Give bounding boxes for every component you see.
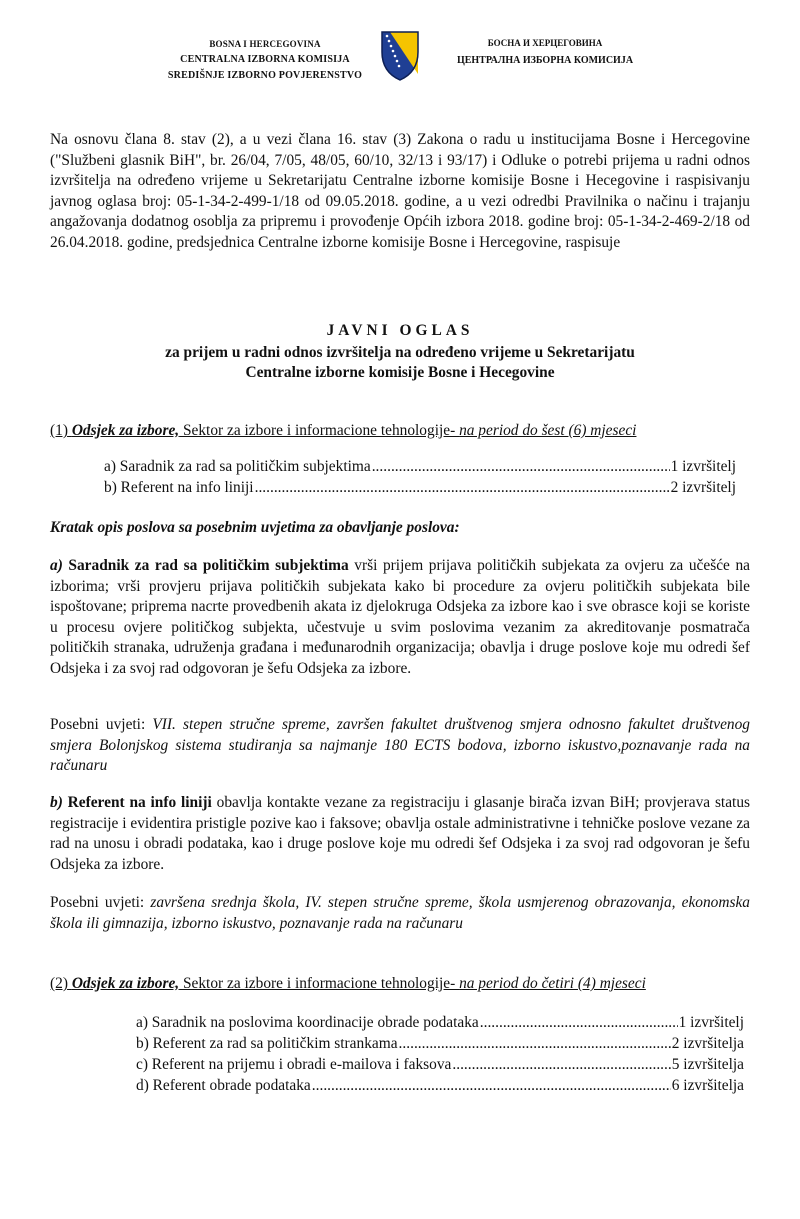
description-a xyxy=(50,556,750,679)
leader-dots xyxy=(312,1075,671,1096)
description-a-text: vrši prijem prijava političkih subjekata za ovjeru za učešće na izborima; vrši provjeru prijava političkih subjekata kako bi procedure za ovjeru političkih subjekata bile ispoštovane; priprema nacrte provedbenih akata iz djelokruga Odsjeka za izbore kao i sve obrasce koji se koriste u procesu ovjere političkog subjekta, učestvuje u svim poslovima vezanim za akreditovanje posmatrača političkih stranaka, udruženja građana i međunarodnih organizacija; obavlja i druge poslove koje mu odredi šef Odsjeka i za svoj rad odgovoran je šefu Odsjeka za izbore. xyxy=(50,557,750,677)
letterhead-commission-croatian: SREDIŠNJE IZBORNO POVJERENSTVO xyxy=(167,70,363,81)
description-b-text: obavlja kontakte vezane za registraciju i glasanje birača izvan BiH; provjerava status registracije i evidentira pristigle pozive kao i faksove; obavlja ostale administrativne i tehničke poslove vezane za rad na unosu i obradi podataka, kao i druge poslove koje mu odredi šef Odsjeka i za svoj rad odgovoran je šefu Odsjeka za izbore. xyxy=(50,794,750,873)
leader-dots xyxy=(480,1012,678,1033)
position-row xyxy=(104,477,736,498)
letterhead-cyrillic xyxy=(425,36,665,72)
position-row xyxy=(136,1033,744,1054)
leader-dots xyxy=(452,1054,670,1075)
position-row xyxy=(136,1054,744,1075)
description-a-letter: a) xyxy=(50,557,63,574)
conditions-a-text: VII. stepen stručne spreme, završen fakultet društvenog smjera odnosno fakultet društvenog smjera Bolonjskog sistema studiranja sa najmanje 180 ECTS bodova, izborno iskustvo,poznavanje rada na računaru xyxy=(50,716,750,774)
conditions-a xyxy=(50,715,750,777)
leader-dots xyxy=(372,456,670,477)
announcement-subtitle-line1: za prijem u radni odnos izvršitelja na određeno vrijeme u Sekretarijatu xyxy=(165,344,635,361)
letterhead-commission-latin: CENTRALNA IZBORNA KOMISIJA xyxy=(180,54,350,65)
conditions-b xyxy=(50,893,750,934)
position-label: b) Referent na info liniji xyxy=(104,479,254,496)
conditions-b-text: završena srednja škola, IV. stepen stručne spreme, škola usmjerenog obrazovanja, ekonomska škola ili gimnazija, izborno iskustvo, poznavanje rada na računaru xyxy=(50,894,750,932)
position-count: 1 izvršitelj xyxy=(670,458,736,475)
description-b-letter: b) xyxy=(50,794,63,811)
position-label: b) Referent za rad sa političkim strankama xyxy=(136,1035,398,1052)
position-label: c) Referent na prijemu i obradi e-mailova i faksova xyxy=(136,1056,452,1073)
section2-odsjek: Odsjek za izbore, xyxy=(71,975,180,992)
announcement-title: JAVNI OGLAS xyxy=(326,322,474,339)
job-description-heading: Kratak opis poslova sa posebnim uvjetima za obavljanje poslova: xyxy=(50,519,460,536)
section1-number: (1) xyxy=(50,422,68,439)
section1-heading xyxy=(50,421,750,441)
section2-sektor: Sektor za izbore i informacione tehnologije- xyxy=(179,975,460,992)
position-row xyxy=(136,1075,744,1096)
letterhead-country-cyrillic: БОСНА И ХЕРЦЕГОВИНА xyxy=(487,38,603,48)
position-count: 1 izvršitelj xyxy=(678,1014,744,1031)
leader-dots xyxy=(399,1033,671,1054)
conditions-b-label: Posebni uvjeti: xyxy=(50,894,151,911)
position-label: d) Referent obrade podataka xyxy=(136,1077,311,1094)
section1-sektor: Sektor za izbore i informacione tehnologije- xyxy=(179,422,460,439)
letterhead-commission-cyrillic: ЦЕНТРАЛНА ИЗБОРНА КОМИСИЈА xyxy=(456,55,634,66)
section2-period: na period do četiri (4) mjeseci xyxy=(459,975,646,992)
section1-period: na period do šest (6) mjeseci xyxy=(459,422,637,439)
bih-coat-of-arms-icon xyxy=(380,30,420,82)
position-row xyxy=(104,456,736,477)
description-b xyxy=(50,793,750,875)
announcement-subtitle-line2: Centralne izborne komisije Bosne i Hecegovine xyxy=(245,364,555,381)
letterhead-country-latin: BOSNA I HERCEGOVINA xyxy=(209,39,321,49)
position-count: 6 izvršitelja xyxy=(671,1077,744,1094)
intro-paragraph: Na osnovu člana 8. stav (2), a u vezi člana 16. stav (3) Zakona o radu u institucijama Bosne i Hercegovine ("Službeni glasnik BiH", br. 26/04, 7/05, 48/05, 60/10, 32/13 i 93/17) i Odluke o potrebi prijema u radni odnos izvršitelja na određeno vrijeme u Sekretarijatu Centralne izborne komisije Bosne i Hecegovine i raspisivanju javnog oglasa broj: 05-1-34-2-499-1/18 od 09.05.2018. godine, a u vezi odredbi Pravilnika o načinu i trajanju angažovanja dodatnog osoblja za pripremu i provođenje Općih izbora 2018. godine broj: 05-1-34-2-469-2/18 od 26.04.2018. godine, predsjednica Centralne izborne komisije Bosne i Hercegovine, raspisuje xyxy=(50,131,750,251)
description-a-title: Saradnik za rad sa političkim subjektima xyxy=(62,557,349,574)
conditions-a-label: Posebni uvjeti: xyxy=(50,716,153,733)
position-label: a) Saradnik na poslovima koordinacije obrade podataka xyxy=(136,1014,479,1031)
position-count: 2 izvršitelj xyxy=(670,479,736,496)
position-count: 2 izvršitelja xyxy=(671,1035,744,1052)
section1-odsjek: Odsjek za izbore, xyxy=(71,422,180,439)
section2-heading xyxy=(50,974,750,994)
section2-number: (2) xyxy=(50,975,68,992)
position-count: 5 izvršitelja xyxy=(671,1056,744,1073)
section1-positions xyxy=(104,456,736,498)
description-b-title: Referent na info liniji xyxy=(62,794,212,811)
position-row xyxy=(136,1012,744,1033)
position-label: a) Saradnik za rad sa političkim subjektima xyxy=(104,458,371,475)
letterhead-latin xyxy=(140,36,390,84)
section2-positions xyxy=(136,1012,744,1096)
leader-dots xyxy=(255,477,670,498)
